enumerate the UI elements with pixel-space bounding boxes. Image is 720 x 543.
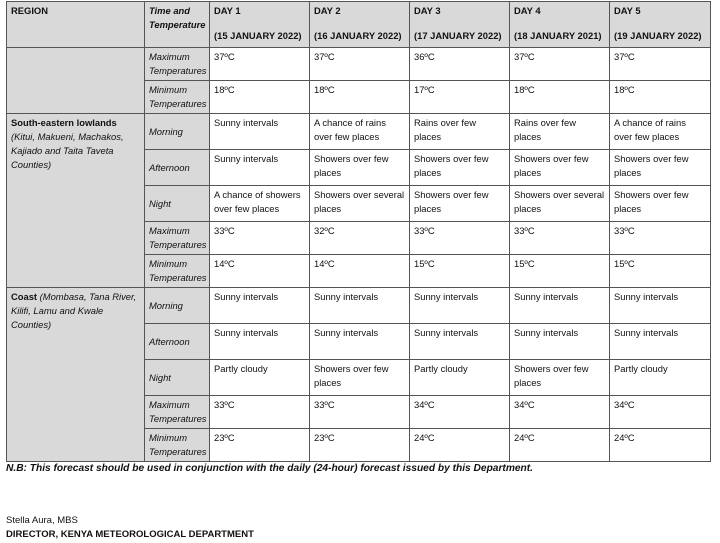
forecast-cell: Partly cloudy <box>210 360 310 396</box>
forecast-cell: 24ºC <box>510 429 610 462</box>
forecast-cell: Rains over few places <box>510 114 610 150</box>
table-row <box>7 114 711 150</box>
forecast-cell: Partly cloudy <box>410 360 510 396</box>
forecast-cell: Sunny intervals <box>210 288 310 324</box>
forecast-cell: Showers over few places <box>310 360 410 396</box>
day-1-label: DAY 1 <box>214 5 241 16</box>
forecast-cell: Sunny intervals <box>510 288 610 324</box>
forecast-cell: 18ºC <box>610 81 711 114</box>
forecast-cell: Showers over few places <box>510 360 610 396</box>
day-2-date: (16 JANUARY 2022) <box>314 30 402 41</box>
time-of-day-cell: Morning <box>145 288 210 324</box>
forecast-cell: Sunny intervals <box>310 288 410 324</box>
forecast-cell: 33ºC <box>510 222 610 255</box>
table-row <box>7 48 711 81</box>
time-temp-header: Time and Temperature <box>145 2 210 48</box>
time-of-day-cell: Morning <box>145 114 210 150</box>
forecast-cell: 33ºC <box>310 396 410 429</box>
forecast-cell: 23ºC <box>210 429 310 462</box>
region-name: South-eastern lowlands <box>11 117 117 128</box>
forecast-cell: Showers over few places <box>610 186 711 222</box>
forecast-cell: 34ºC <box>410 396 510 429</box>
forecast-cell: A chance of rains over few places <box>310 114 410 150</box>
day-1-date: (15 JANUARY 2022) <box>214 30 302 41</box>
day-5-label: DAY 5 <box>614 5 641 16</box>
day-5-header <box>610 2 711 48</box>
forecast-cell: 37ºC <box>610 48 711 81</box>
forecast-cell: 33ºC <box>210 396 310 429</box>
forecast-cell: 33ºC <box>610 222 711 255</box>
forecast-cell: 33ºC <box>210 222 310 255</box>
forecast-cell: 24ºC <box>410 429 510 462</box>
day-3-header <box>410 2 510 48</box>
forecast-cell: Sunny intervals <box>310 324 410 360</box>
day-4-label: DAY 4 <box>514 5 541 16</box>
forecast-cell: Sunny intervals <box>210 324 310 360</box>
forecast-cell: 18ºC <box>510 81 610 114</box>
region-counties: (Kitui, Makueni, Machakos, Kajiado and Taita Taveta Counties) <box>11 131 124 170</box>
footnote: N.B: This forecast should be used in conjunction with the daily (24-hour) forecast issued by this Department. <box>6 463 533 474</box>
forecast-cell: Sunny intervals <box>210 114 310 150</box>
region-header: REGION <box>7 2 145 48</box>
region-counties: (Mombasa, Tana River, Kilifi, Lamu and Kwale Counties) <box>11 291 137 330</box>
forecast-cell: Showers over several places <box>310 186 410 222</box>
forecast-cell: Sunny intervals <box>510 324 610 360</box>
forecast-cell: Showers over few places <box>510 150 610 186</box>
forecast-cell: 18ºC <box>210 81 310 114</box>
time-of-day-cell: Afternoon <box>145 150 210 186</box>
signatory-title: DIRECTOR, KENYA METEOROLOGICAL DEPARTMENT <box>6 529 254 540</box>
forecast-cell: 32ºC <box>310 222 410 255</box>
time-of-day-cell: Afternoon <box>145 324 210 360</box>
forecast-table <box>6 1 711 462</box>
forecast-cell: 37ºC <box>310 48 410 81</box>
forecast-cell: 15ºC <box>410 255 510 288</box>
forecast-cell: 37ºC <box>210 48 310 81</box>
day-2-header <box>310 2 410 48</box>
forecast-cell: Showers over few places <box>410 150 510 186</box>
forecast-cell: Showers over few places <box>410 186 510 222</box>
forecast-cell: 14ºC <box>310 255 410 288</box>
time-of-day-cell: Night <box>145 360 210 396</box>
forecast-cell: Partly cloudy <box>610 360 711 396</box>
forecast-cell: Showers over few places <box>610 150 711 186</box>
forecast-cell: 33ºC <box>410 222 510 255</box>
time-of-day-cell: Night <box>145 186 210 222</box>
header-row <box>7 2 711 48</box>
forecast-cell: 17ºC <box>410 81 510 114</box>
forecast-cell: 36ºC <box>410 48 510 81</box>
forecast-cell: Showers over few places <box>310 150 410 186</box>
day-1-header <box>210 2 310 48</box>
forecast-cell: 37ºC <box>510 48 610 81</box>
day-3-label: DAY 3 <box>414 5 441 16</box>
table-row <box>7 288 711 324</box>
time-of-day-cell: Maximum Temperatures <box>145 222 210 255</box>
forecast-cell: 34ºC <box>510 396 610 429</box>
region-cell-previous <box>7 48 145 114</box>
forecast-cell: 24ºC <box>610 429 711 462</box>
day-2-label: DAY 2 <box>314 5 341 16</box>
time-of-day-cell: Maximum Temperatures <box>145 48 210 81</box>
region-name: Coast <box>11 291 38 302</box>
forecast-cell: A chance of showers over few places <box>210 186 310 222</box>
forecast-cell: Sunny intervals <box>410 324 510 360</box>
forecast-cell: 15ºC <box>610 255 711 288</box>
day-4-header <box>510 2 610 48</box>
time-of-day-cell: Minimum Temperatures <box>145 81 210 114</box>
forecast-cell: 34ºC <box>610 396 711 429</box>
forecast-cell: Rains over few places <box>410 114 510 150</box>
forecast-cell: 14ºC <box>210 255 310 288</box>
forecast-cell: 23ºC <box>310 429 410 462</box>
forecast-cell: 15ºC <box>510 255 610 288</box>
forecast-cell: Sunny intervals <box>210 150 310 186</box>
forecast-cell: 18ºC <box>310 81 410 114</box>
region-cell-coast <box>7 288 145 462</box>
time-of-day-cell: Maximum Temperatures <box>145 396 210 429</box>
day-3-date: (17 JANUARY 2022) <box>414 30 502 41</box>
day-5-date: (19 JANUARY 2022) <box>614 30 702 41</box>
forecast-cell: Sunny intervals <box>410 288 510 324</box>
time-of-day-cell: Minimum Temperatures <box>145 429 210 462</box>
day-4-date: (18 JANUARY 2021) <box>514 30 602 41</box>
forecast-cell: A chance of rains over few places <box>610 114 711 150</box>
signatory-name: Stella Aura, MBS <box>6 515 78 526</box>
forecast-cell: Sunny intervals <box>610 324 711 360</box>
region-cell-south-eastern-lowlands <box>7 114 145 288</box>
forecast-cell: Sunny intervals <box>610 288 711 324</box>
time-of-day-cell: Minimum Temperatures <box>145 255 210 288</box>
forecast-cell: Showers over several places <box>510 186 610 222</box>
